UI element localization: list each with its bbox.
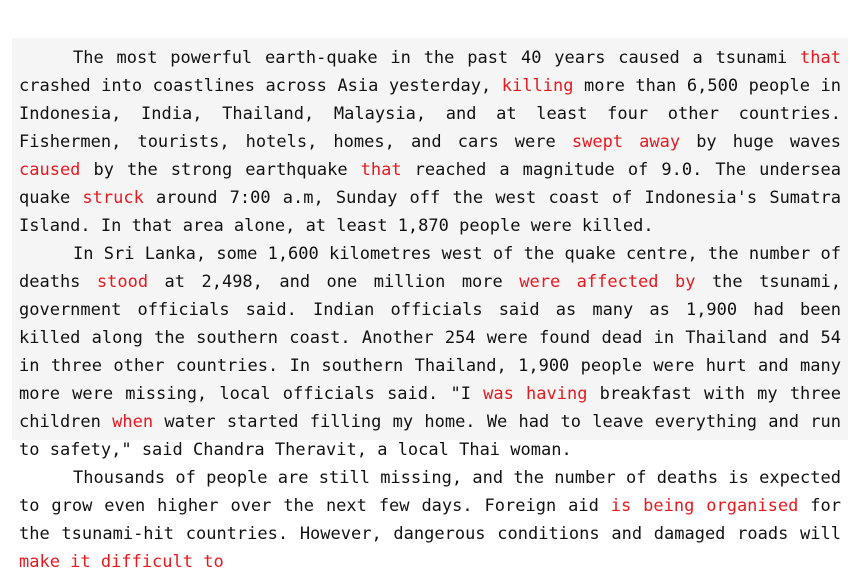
text-segment: water started filling my home. We had to leave everything and run to safety," said Chandra Theravit, a local Thai woman. — [19, 412, 841, 460]
text-segment: by huge waves — [680, 132, 841, 152]
paragraph-1 — [19, 44, 841, 240]
highlighted-phrase: were affected by — [519, 272, 696, 292]
article-text — [19, 44, 841, 576]
highlighted-phrase: stood — [96, 272, 149, 292]
highlighted-phrase: killing — [501, 76, 574, 96]
text-segment: In Sri Lanka, some 1,600 kilometres west of the quake centre, the number of deaths — [19, 244, 841, 292]
highlighted-phrase: when — [112, 412, 154, 432]
highlighted-phrase: struck — [82, 188, 144, 208]
text-segment: more than 6,500 people in Indonesia, India, Thailand, Malaysia, and at least four other countries. Fishermen, tourists, hotels, homes, and cars were — [19, 76, 841, 152]
text-segment: The most powerful earth-quake in the past 40 years caused a tsunami — [73, 48, 801, 68]
text-segment: for the tsunami-hit countries. However, dangerous conditions and damaged roads will — [19, 496, 841, 544]
text-segment: the tsunami, government officials said. Indian officials said as many as 1,900 had been killed along the southern coast. Another 254 were found dead in Thailand and 54 in three other countries. In southern Thailand, 1,900 people were hurt and many more were missing, local officials said. "I — [19, 272, 841, 404]
text-segment: crashed into coastlines across Asia yesterday, — [19, 76, 502, 96]
highlighted-phrase: is being organised — [610, 496, 799, 516]
text-segment: by the strong earthquake — [80, 160, 361, 180]
highlighted-phrase: that — [800, 48, 841, 68]
paragraph-3 — [19, 464, 841, 576]
text-segment: Thousands of people are still missing, and the number of deaths is expected to grow even higher over the next few days. Foreign aid — [19, 468, 841, 516]
text-segment: breakfast with my three children — [19, 384, 841, 432]
highlighted-phrase: was having — [483, 384, 588, 404]
text-segment: reached a magnitude of 9.0. The undersea quake — [19, 160, 841, 208]
highlighted-phrase: caused — [19, 160, 81, 180]
paragraph-2 — [19, 240, 841, 464]
highlighted-phrase: make it difficult to — [19, 552, 224, 572]
highlighted-phrase: swept away — [571, 132, 681, 152]
highlighted-phrase: that — [360, 160, 402, 180]
text-segment: around 7:00 a.m, Sunday off the west coast of Indonesia's Sumatra Island. In that area alone, at least 1,870 people were killed. — [19, 188, 841, 236]
text-segment: at 2,498, and one million more — [148, 272, 520, 292]
